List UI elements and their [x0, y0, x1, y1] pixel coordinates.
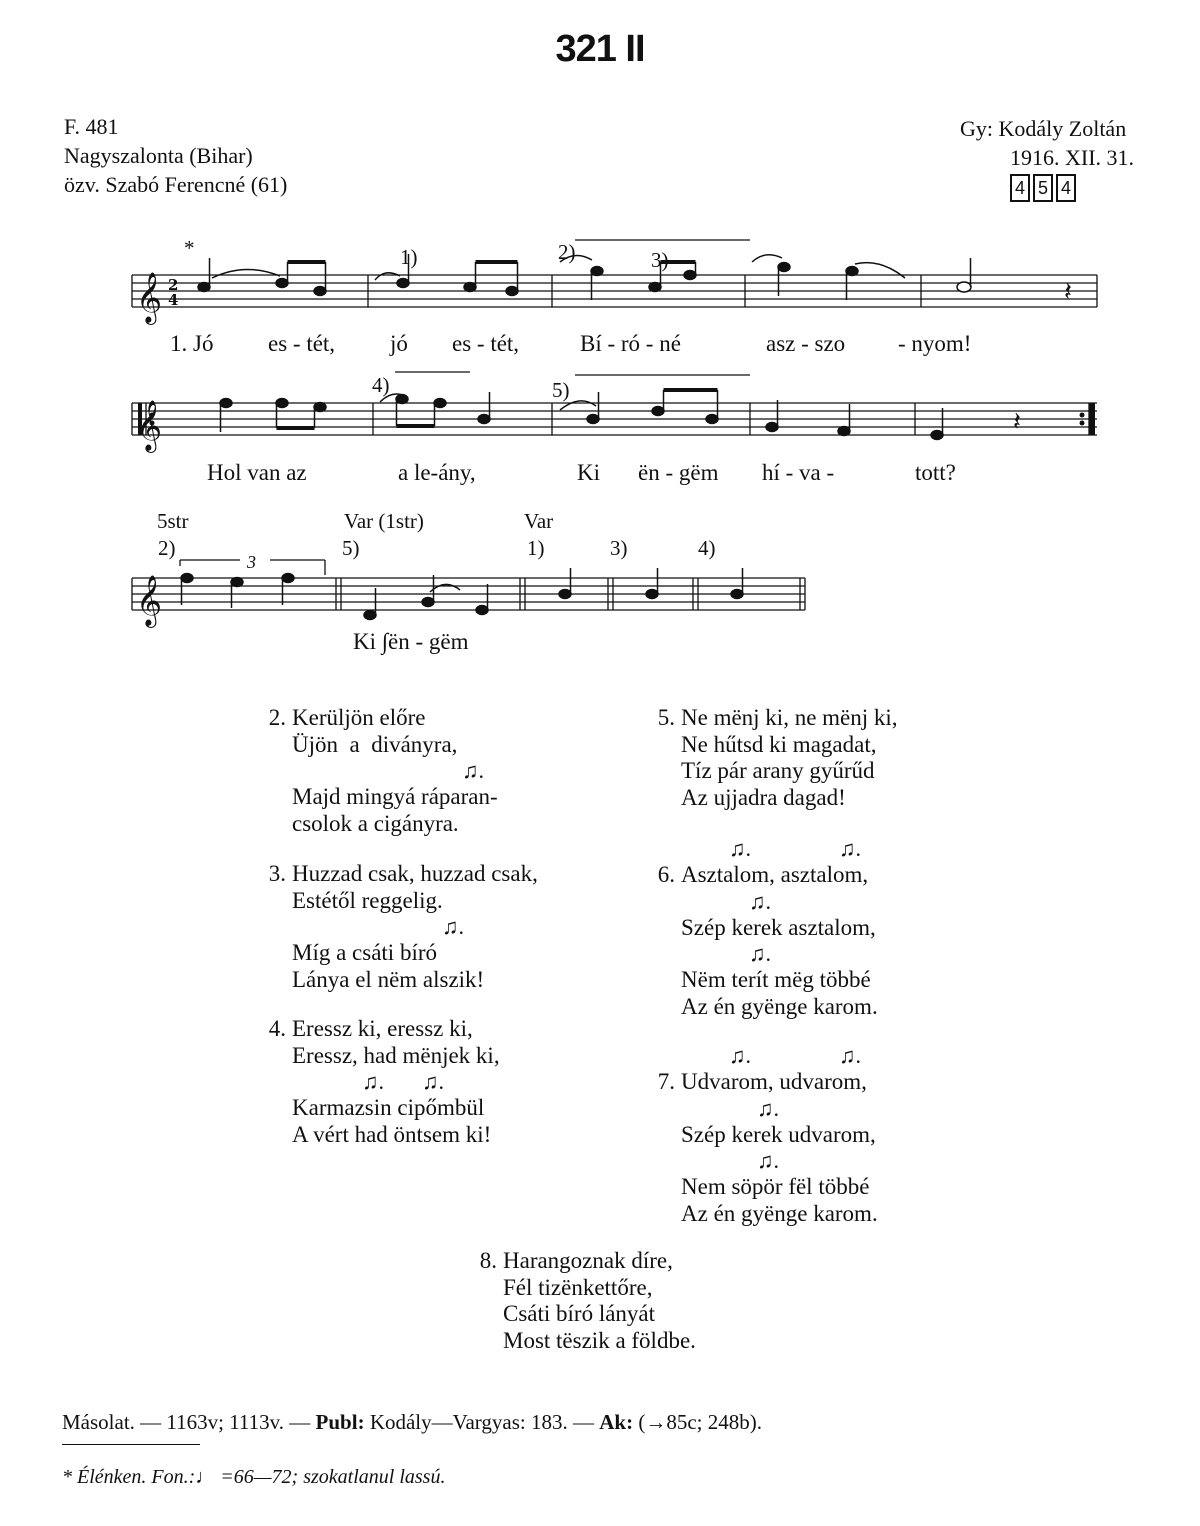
- verse-line: Most tëszik a földbe.: [503, 1327, 696, 1353]
- variant-mark: 3): [651, 248, 669, 272]
- rhythm-mark: ♫.: [442, 914, 464, 939]
- verse-line: Míg a csáti bíró: [292, 940, 437, 965]
- variant-label: Var (1str): [344, 509, 424, 533]
- variant-mark: 1): [527, 536, 545, 560]
- verse-line: Szép kerek udvarom,: [681, 1121, 876, 1147]
- variant-mark: 4): [372, 373, 390, 397]
- class-box: 5: [1033, 174, 1053, 202]
- verse-line: Huzzad csak, huzzad csak,: [292, 861, 538, 886]
- verse-number: 7.: [657, 1069, 675, 1094]
- references: [62, 1410, 762, 1435]
- verse-line: Ne hűtsd ki magadat,: [681, 731, 877, 757]
- verse-line: A vért had öntsem ki!: [292, 1121, 492, 1147]
- footnote: * Élénken. Fon.:♩ =66—72; szokatlanul lassú.: [62, 1466, 446, 1488]
- singer: özv. Szabó Ferencné (61): [64, 172, 288, 197]
- collector: Gy: Kodály Zoltán: [960, 116, 1127, 141]
- publication-refs: Kodály—Vargyas: 183. —: [364, 1410, 600, 1434]
- svg-text:𝄽: 𝄽: [1013, 407, 1021, 437]
- svg-text:4: 4: [168, 291, 179, 309]
- catalog-number: F. 481: [64, 114, 119, 139]
- rhythm-mark: ♫.: [749, 888, 771, 914]
- stanza-label: 5str: [157, 509, 189, 533]
- verse-line: Az ujjadra dagad!: [681, 784, 846, 810]
- verse-line: Estétől reggelig.: [292, 887, 443, 913]
- copy-label: Másolat.: [62, 1410, 135, 1434]
- lyric: - nyom!: [898, 331, 972, 356]
- lyric: ën - gëm: [638, 460, 719, 485]
- variant-mark: 1): [400, 245, 418, 269]
- verse-line: Asztalom, asztalom,: [681, 862, 869, 887]
- variant-mark: 2): [158, 536, 176, 560]
- verse-line: Csáti bíró lányát: [503, 1301, 656, 1326]
- verse-line: Nëm terít mëg többé: [681, 967, 871, 992]
- lyric: es - tét,: [452, 331, 520, 356]
- verse-line: Eressz, had mënjek ki,: [292, 1042, 500, 1068]
- verse-line: Fél tizënkettőre,: [503, 1274, 653, 1300]
- rhythm-row: [645, 836, 878, 862]
- place: Nagyszalonta (Bihar): [64, 143, 253, 168]
- verse-line: Karmazsin cipőmbül: [292, 1095, 485, 1120]
- class-box: 4: [1010, 174, 1030, 202]
- verse-2: [256, 705, 498, 837]
- verse-4: [256, 1016, 500, 1148]
- page-title: 321 II: [555, 28, 645, 70]
- svg-text:𝄞: 𝄞: [136, 575, 163, 626]
- rhythm-mark: ♫.: [729, 1043, 751, 1068]
- verse-8: [467, 1248, 696, 1354]
- verse-number: 8.: [479, 1248, 497, 1273]
- verse-line: Harangoznak díre,: [503, 1248, 673, 1273]
- rhythm-mark: ♫.: [839, 836, 861, 861]
- lyric: Ki: [577, 460, 600, 485]
- verse-number: 5.: [657, 705, 675, 730]
- verse-line: Nem söpör fël többé: [681, 1174, 870, 1199]
- verse-line: Eressz ki, eressz ki,: [292, 1016, 473, 1041]
- verse-line: Udvarom, udvarom,: [681, 1069, 867, 1094]
- rhythm-mark: ♫.: [462, 758, 484, 783]
- verse-number: 6.: [657, 862, 675, 887]
- verse-number: 3.: [268, 861, 286, 886]
- rhythm-mark: ♫.: [757, 1148, 779, 1173]
- svg-text:𝄽: 𝄽: [1064, 277, 1072, 307]
- verse-line: Kerüljön előre: [292, 705, 426, 730]
- lyric: Bí - ró - né: [580, 331, 681, 356]
- verse-line: Az én gyënge karom.: [681, 1200, 878, 1226]
- footnote-divider: [62, 1444, 200, 1445]
- rhythm-mark: ♫.: [729, 836, 751, 861]
- rhythm-mark: ♫.: [757, 1095, 779, 1121]
- variant-mark: 3): [610, 536, 628, 560]
- variant-mark: 2): [558, 240, 576, 264]
- svg-text:𝄞: 𝄞: [136, 272, 163, 323]
- triplet-mark: 3: [247, 552, 256, 572]
- lyric: jó: [390, 331, 408, 356]
- verse-line: Lánya el nëm alszik!: [292, 966, 485, 992]
- verse-line: Az én gyënge karom.: [681, 993, 878, 1019]
- ak-label: Ak:: [599, 1410, 634, 1434]
- lyric: asz - szo: [766, 331, 846, 356]
- verse-number: 4.: [268, 1016, 286, 1041]
- variant-mark: 5): [342, 536, 360, 560]
- rhythm-mark: ♫.: [362, 1069, 384, 1094]
- lyric: tott?: [915, 460, 956, 485]
- rhythm-row: [645, 1043, 878, 1069]
- verse-line: Üjön a divány​ra,: [292, 731, 458, 757]
- svg-text:2: 2: [168, 276, 179, 294]
- verse-number: 2.: [268, 705, 286, 730]
- verse-line: Tíz pár arany gyűrűd: [681, 758, 875, 783]
- variant-mark: 4): [698, 536, 716, 560]
- rhythm-mark: ♫.: [839, 1043, 861, 1068]
- rhythm-row: [256, 1069, 500, 1095]
- lyric: Hol van az: [207, 460, 307, 485]
- variant-mark: 5): [552, 378, 570, 402]
- collection-date: 1916. XII. 31.: [1010, 145, 1135, 170]
- lyric: 1. Jó: [170, 331, 214, 356]
- lyric: es - tét,: [268, 331, 336, 356]
- verse-5: [645, 705, 898, 811]
- svg-text:𝄞: 𝄞: [136, 400, 163, 451]
- lyric: Ki ∫ën - gëm: [353, 629, 469, 654]
- verse-line: csolok a cigányra.: [292, 810, 459, 836]
- verse-line: Szép kerek asztalom,: [681, 914, 876, 940]
- publication-label: Publ:: [315, 1410, 365, 1434]
- verse-line: Ne mënj ki, ne mënj ki,: [681, 705, 898, 730]
- variant-label: Var: [524, 509, 554, 533]
- footnote-asterisk: *: [184, 236, 195, 260]
- verse-7: [645, 1043, 878, 1227]
- class-box: 4: [1056, 174, 1076, 202]
- verse-line: Majd mingyá ráparan-: [292, 784, 498, 809]
- lyric: hí - va -: [762, 460, 835, 485]
- ak-refs: (→85c; 248b).: [633, 1410, 762, 1434]
- copy-refs: — 1163v; 1113v. —: [134, 1410, 316, 1434]
- verse-3: [256, 861, 538, 993]
- rhythm-mark: ♫.: [749, 941, 771, 966]
- rhythm-mark: ♫.: [422, 1069, 444, 1094]
- verse-6: [645, 836, 878, 1020]
- lyric: a le-ány,: [398, 460, 476, 485]
